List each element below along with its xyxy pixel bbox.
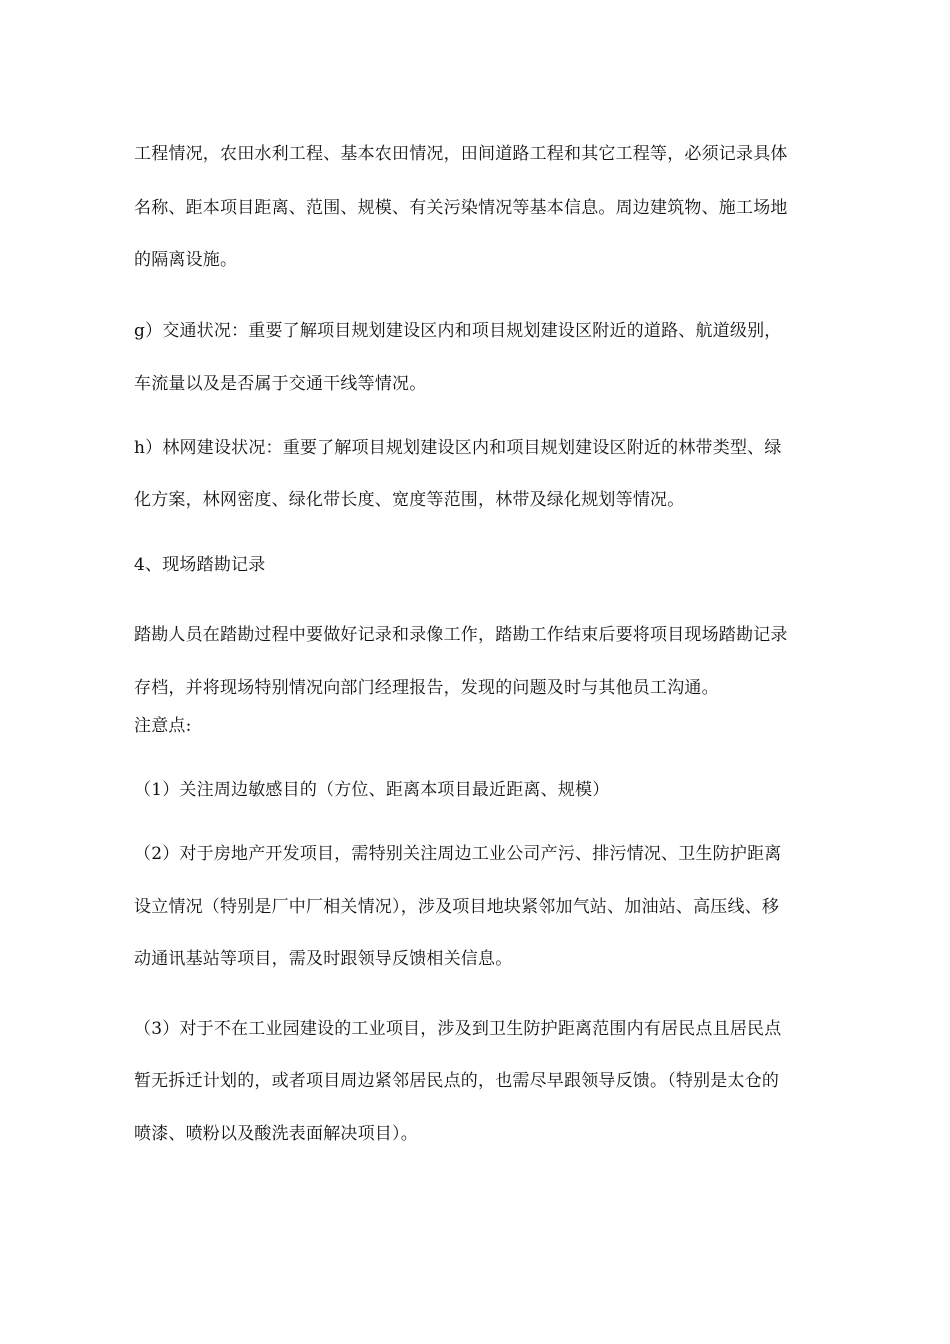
text-line: 工程情况，农田水利工程、基本农田情况，田间道路工程和其它工程等，必须记录具体 [134, 144, 788, 164]
text-line: 名称、距本项目距离、范围、规模、有关污染情况等基本信息。周边建筑物、施工场地 [134, 198, 788, 218]
section-heading: 4、现场踏勘记录 [134, 555, 266, 575]
text-line: 存档，并将现场特别情况向部门经理报告，发现的问题及时与其他员工沟通。 [134, 678, 719, 698]
text-line: h）林网建设状况：重要了解项目规划建设区内和项目规划建设区附近的林带类型、绿 [134, 438, 782, 458]
text-line: （1）关注周边敏感目的（方位、距离本项目最近距离、规模） [134, 780, 610, 800]
text-line: （2）对于房地产开发项目，需特别关注周边工业公司产污、排污情况、卫生防护距离 [134, 844, 782, 864]
text-line: 化方案，林网密度、绿化带长度、宽度等范围，林带及绿化规划等情况。 [134, 490, 685, 510]
text-line: 车流量以及是否属于交通干线等情况。 [134, 374, 427, 394]
text-line: 的隔离设施。 [134, 250, 238, 270]
text-line: 动通讯基站等项目，需及时跟领导反馈相关信息。 [134, 949, 513, 969]
text-line: 设立情况（特别是厂中厂相关情况），涉及项目地块紧邻加气站、加油站、高压线、移 [134, 897, 780, 917]
notes-label: 注意点: [134, 716, 192, 736]
text-line: 暂无拆迁计划的，或者项目周边紧邻居民点的，也需尽早跟领导反馈。（特别是太仓的 [134, 1071, 780, 1091]
text-line: 踏勘人员在踏勘过程中要做好记录和录像工作，踏勘工作结束后要将项目现场踏勘记录 [134, 625, 788, 645]
text-line: （3）对于不在工业园建设的工业项目，涉及到卫生防护距离范围内有居民点且居民点 [134, 1019, 782, 1039]
text-line: g）交通状况：重要了解项目规划建设区内和项目规划建设区附近的道路、航道级别， [134, 321, 782, 341]
text-line: 喷漆、喷粉以及酸洗表面解决项目）。 [134, 1124, 418, 1144]
